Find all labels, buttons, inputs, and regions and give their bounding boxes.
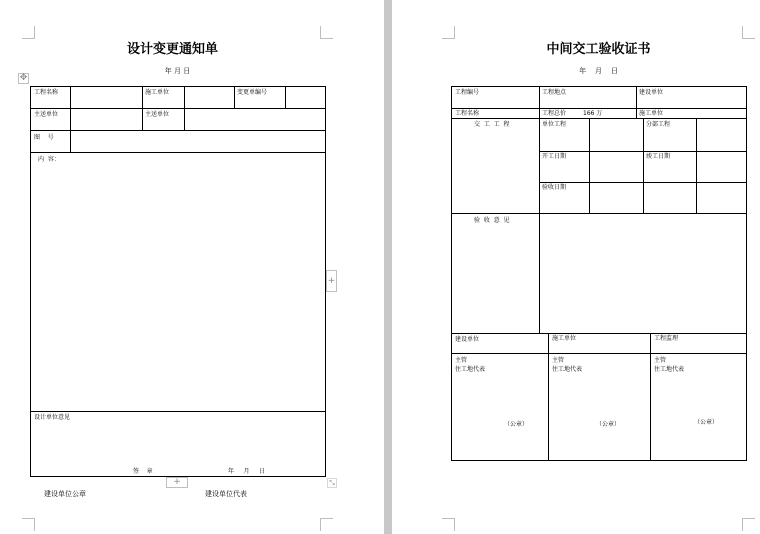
crop-mark — [320, 518, 333, 531]
form-date: 年 月 日 — [164, 67, 191, 75]
label-project-name: 工程名称 — [455, 110, 480, 117]
label-supervisor-head: 主管 — [455, 357, 468, 364]
label-sign-date: 年 月 日 — [228, 468, 266, 475]
owner-rep-label: 建设单位代表 — [205, 490, 247, 498]
label-sub-project: 分部工程 — [646, 121, 671, 128]
label-contractor: 施工单位 — [639, 110, 664, 117]
total-cost-value: 166 万 — [583, 110, 603, 117]
seal-placeholder: （公章） — [596, 421, 621, 428]
crop-mark — [742, 518, 755, 531]
label-change-no: 变更单编号 — [237, 89, 268, 96]
label-main-unit: 主送单位 — [34, 111, 59, 118]
acceptance-certificate-table — [451, 86, 747, 461]
label-total-cost: 工程总价 — [542, 110, 567, 117]
seal-placeholder: （公章） — [504, 421, 529, 428]
form-date: 年 月 日 — [579, 67, 618, 75]
label-sig-contractor: 施工单位 — [552, 335, 577, 342]
label-project-location: 工程地点 — [542, 89, 567, 96]
label-site-rep: 住工地代表 — [552, 366, 583, 373]
label-supervisor-head: 主管 — [654, 357, 667, 364]
add-column-button[interactable]: + — [326, 270, 337, 292]
label-site-rep: 住工地代表 — [455, 366, 486, 373]
label-main-unit: 主送单位 — [145, 111, 170, 118]
label-sig-supervisor: 工程监理 — [654, 335, 679, 342]
page-divider — [384, 0, 392, 534]
label-sign: 签 章 — [133, 468, 153, 475]
label-design-opinion: 设计单位意见 — [34, 414, 71, 421]
label-construction-unit: 施工单位 — [145, 89, 170, 96]
label-site-rep: 住工地代表 — [654, 366, 685, 373]
label-accept-date: 验收日期 — [542, 184, 567, 191]
table-move-handle-icon[interactable]: ✥ — [19, 73, 28, 83]
label-owner: 建设单位 — [639, 89, 664, 96]
label-acceptance-opinion: 验 收 意 见 — [474, 217, 510, 224]
owner-seal-label: 建设单位公章 — [44, 490, 86, 498]
label-start-date: 开工日期 — [542, 153, 567, 160]
crop-mark — [22, 518, 35, 531]
form-title: 设计变更通知单 — [126, 42, 218, 57]
table-resize-icon[interactable]: ⤡ — [327, 478, 337, 488]
crop-mark — [320, 26, 333, 39]
crop-mark — [442, 518, 455, 531]
label-drawing-no: 图 号 — [34, 134, 54, 141]
label-project-no: 工程编号 — [455, 89, 480, 96]
label-finish-date: 竣工日期 — [646, 153, 671, 160]
form-title: 中间交工验收证书 — [546, 42, 651, 57]
label-handover-project: 交 工 工 程 — [474, 121, 510, 128]
label-sig-owner: 建设单位 — [455, 336, 480, 343]
label-supervisor-head: 主管 — [552, 357, 565, 364]
label-content: 内 容： — [38, 156, 60, 163]
change-notice-table — [30, 86, 326, 477]
right-page — [392, 0, 760, 534]
seal-placeholder: （公章） — [694, 419, 719, 426]
label-unit-project: 单位工程 — [542, 121, 567, 128]
add-row-button[interactable]: + — [166, 477, 188, 488]
label-project-name: 工程名称 — [34, 89, 59, 96]
